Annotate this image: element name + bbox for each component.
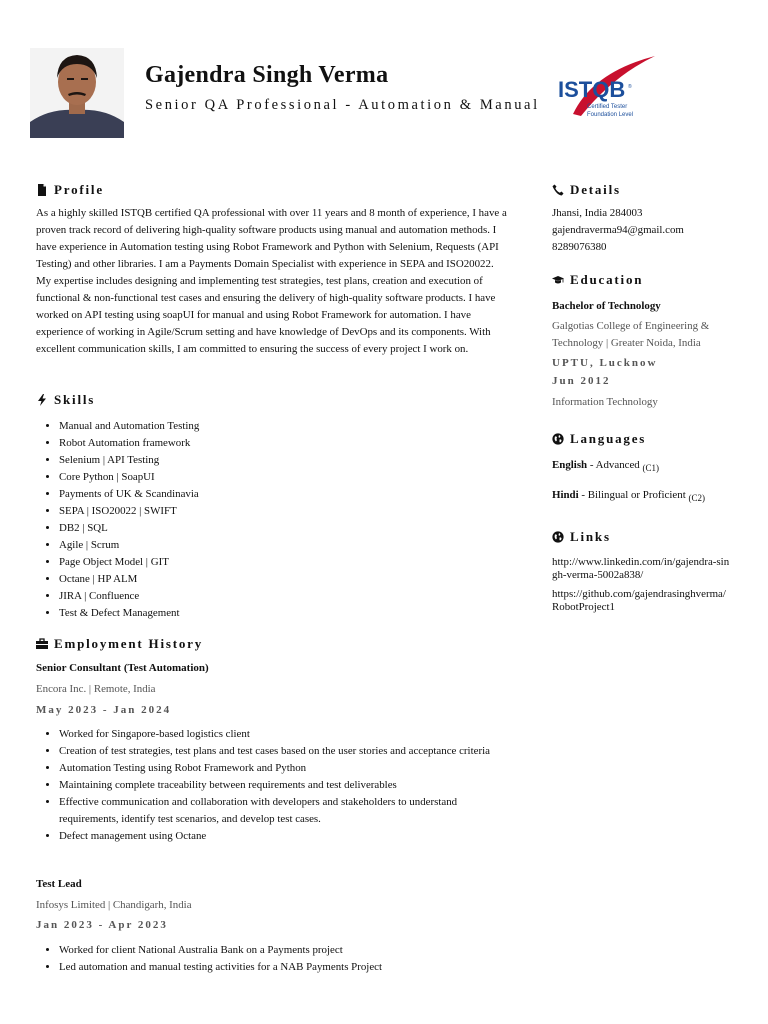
- job-bullet: • Effective communication and collaboration with developers and stakeholders to understand requirements, identify test scenarios, and develop test cases.: [59, 794, 519, 828]
- education-school: Galgotias College of Engineering & Technology | Greater Noida, India: [552, 320, 710, 349]
- svg-text:ISTQB: ISTQB: [558, 77, 626, 102]
- education-date: Jun 2012: [552, 375, 611, 387]
- education-degree: Bachelor of Technology: [552, 300, 661, 312]
- svg-text:®: ®: [628, 84, 632, 90]
- skill-item: • Test & Defect Management: [59, 605, 199, 622]
- education-heading: Education: [552, 272, 643, 288]
- details-heading: Details: [552, 182, 621, 198]
- job-dates: May 2023 - Jan 2024: [36, 704, 172, 716]
- job-dates: Jan 2023 - Apr 2023: [36, 919, 168, 931]
- skill-item: • Manual and Automation Testing: [59, 418, 199, 435]
- skill-item: • DB2 | SQL: [59, 520, 199, 537]
- skill-item: • SEPA | ISO20022 | SWIFT: [59, 503, 199, 520]
- language-name: English: [552, 459, 588, 471]
- phone-text: 8289076380: [552, 241, 607, 253]
- links-heading: Links: [552, 529, 611, 545]
- language-level: Advanced: [595, 459, 640, 471]
- skill-item: • Octane | HP ALM: [59, 571, 199, 588]
- link-github[interactable]: https://github.com/gajendrasinghverma/RobotProject1: [552, 588, 726, 613]
- profile-text: As a highly skilled ISTQB certified QA professional with over 11 years and 8 month of experience, I have a proven track record of delivering high-quality software products using manual and automation methods. I have experience in Automation testing using Robot Framework and Python with Selenium, Requests (API Testing) and other libraries. I am a Payments Domain Specialist with experience in SEPA and ISO20022. My expertise includes designing and implementing test strategies, test plans, creation and execution of functional & non-functional test cases and ensuring the delivery of high-quality software products. I have worked on API testing using soapUI for manual and using Robot Framework for automation. I have experience of working in Agile/Scrum setting and have knowledge of DevOps and its components. With excellent communication skills, I am committed to ensuring the success of every project I work on.: [36, 207, 507, 355]
- skill-item: • JIRA | Confluence: [59, 588, 199, 605]
- language-item: English - Advanced $_{(C1)}$: [552, 459, 659, 474]
- job-bullet: • Led automation and manual testing activities for a NAB Payments Project: [59, 959, 519, 976]
- skill-item: • Page Object Model | GIT: [59, 554, 199, 571]
- skills-heading: Skills: [36, 392, 95, 408]
- istqb-logo: [553, 52, 658, 127]
- candidate-name: Gajendra Singh Verma: [145, 62, 389, 88]
- job-bullet: • Automation Testing using Robot Framework and Python: [59, 760, 519, 777]
- education-field: Information Technology: [552, 396, 658, 408]
- globe-icon: [552, 531, 564, 543]
- language-code: (C2): [688, 493, 705, 504]
- job-company: Infosys Limited | Chandigarh, India: [36, 899, 192, 911]
- svg-text:Certified Tester: Certified Tester: [587, 104, 628, 110]
- document-icon: [36, 184, 48, 196]
- lightning-icon: [36, 394, 48, 406]
- skill-item: • Robot Automation framework: [59, 435, 199, 452]
- details-block: [552, 205, 684, 256]
- language-level: Bilingual or Proficient: [587, 489, 686, 501]
- skill-item: • Payments of UK & Scandinavia: [59, 486, 199, 503]
- language-item: Hindi - Bilingual or Proficient $_{(C2)}$: [552, 489, 705, 504]
- email-text[interactable]: gajendraverma94@gmail.com: [552, 224, 684, 236]
- job-bullets: [37, 942, 519, 976]
- skill-item: • Agile | Scrum: [59, 537, 199, 554]
- address-text: Jhansi, India 284003: [552, 207, 643, 219]
- profile-heading: Profile: [36, 182, 104, 198]
- skill-item: • Selenium | API Testing: [59, 452, 199, 469]
- employment-heading: Employment History: [36, 636, 203, 652]
- job-company: Encora Inc. | Remote, India: [36, 683, 156, 695]
- globe-icon: [552, 433, 564, 445]
- education-university: UPTU, Lucknow: [552, 357, 658, 369]
- phone-icon: [552, 184, 564, 196]
- job-bullet: • Worked for client National Australia Bank on a Payments project: [59, 942, 519, 959]
- job-role: Senior Consultant (Test Automation): [36, 662, 209, 674]
- job-bullets: [37, 726, 519, 845]
- job-bullet: • Worked for Singapore-based logistics client: [59, 726, 519, 743]
- candidate-title: Senior QA Professional - Automation & Manual: [145, 97, 540, 113]
- job-bullet: • Defect management using Octane: [59, 828, 519, 845]
- graduation-cap-icon: [552, 274, 564, 286]
- skill-item: • Core Python | SoapUI: [59, 469, 199, 486]
- job-bullet: • Maintaining complete traceability between requirements and test deliverables: [59, 777, 519, 794]
- job-role: Test Lead: [36, 878, 82, 890]
- languages-heading: Languages: [552, 431, 646, 447]
- link-linkedin[interactable]: http://www.linkedin.com/in/gajendra-singh-verma-5002a838/: [552, 556, 730, 581]
- job-bullet: • Creation of test strategies, test plans and test cases based on the user stories and acceptance criteria: [59, 743, 519, 760]
- language-code: (C1): [642, 463, 659, 474]
- profile-photo: [30, 48, 124, 138]
- skills-list: [37, 418, 199, 622]
- briefcase-icon: [36, 638, 48, 650]
- language-name: Hindi: [552, 489, 579, 501]
- svg-text:Foundation Level: Foundation Level: [587, 112, 634, 118]
